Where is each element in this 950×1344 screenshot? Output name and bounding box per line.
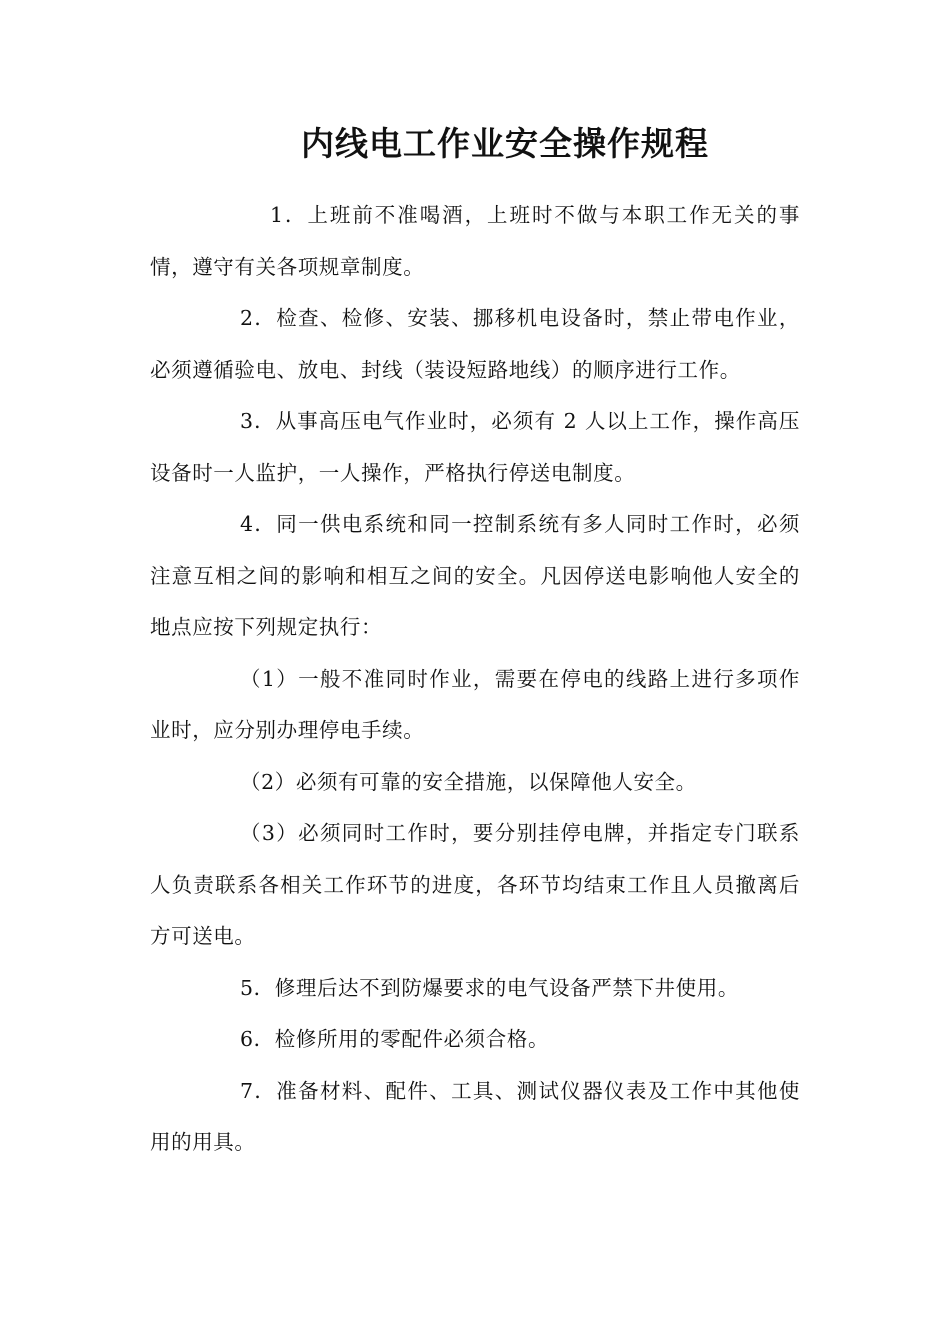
document-body bbox=[150, 190, 800, 1169]
paragraph-rule-4-item-1: （1）一般不准同时作业，需要在停电的线路上进行多项作业时，应分别办理停电手续。 bbox=[150, 666, 800, 742]
paragraph-rule-5: 5．修理后达不到防爆要求的电气设备严禁下井使用。 bbox=[240, 975, 739, 1000]
paragraph-rule-4-item-2: （2）必须有可靠的安全措施，以保障他人安全。 bbox=[240, 769, 697, 794]
paragraph-rule-4: 4．同一供电系统和同一控制系统有多人同时工作时，必须注意互相之间的影响和相互之间的安全。凡因停送电影响他人安全的地点应按下列规定执行： bbox=[150, 512, 800, 639]
document-title: 内线电工作业安全操作规程 bbox=[301, 124, 709, 163]
paragraph-rule-2: 2．检查、检修、安装、挪移机电设备时，禁止带电作业，必须遵循验电、放电、封线（装设短路地线）的顺序进行工作。 bbox=[150, 306, 800, 382]
paragraph-rule-4-item-3: （3）必须同时工作时，要分别挂停电牌，并指定专门联系人负责联系各相关工作环节的进度，各环节均结束工作且人员撤离后方可送电。 bbox=[150, 821, 800, 948]
paragraph-rule-6: 6．检修所用的零配件必须合格。 bbox=[240, 1027, 550, 1051]
paragraph-rule-3: 3．从事高压电气作业时，必须有 2 人以上工作，操作高压设备时一人监护，一人操作，严格执行停送电制度。 bbox=[150, 409, 800, 485]
paragraph-rule-7: 7．准备材料、配件、工具、测试仪器仪表及工作中其他使用的用具。 bbox=[150, 1078, 800, 1154]
paragraph-rule-1: 1．上班前不准喝酒，上班时不做与本职工作无关的事情，遵守有关各项规章制度。 bbox=[150, 203, 800, 279]
